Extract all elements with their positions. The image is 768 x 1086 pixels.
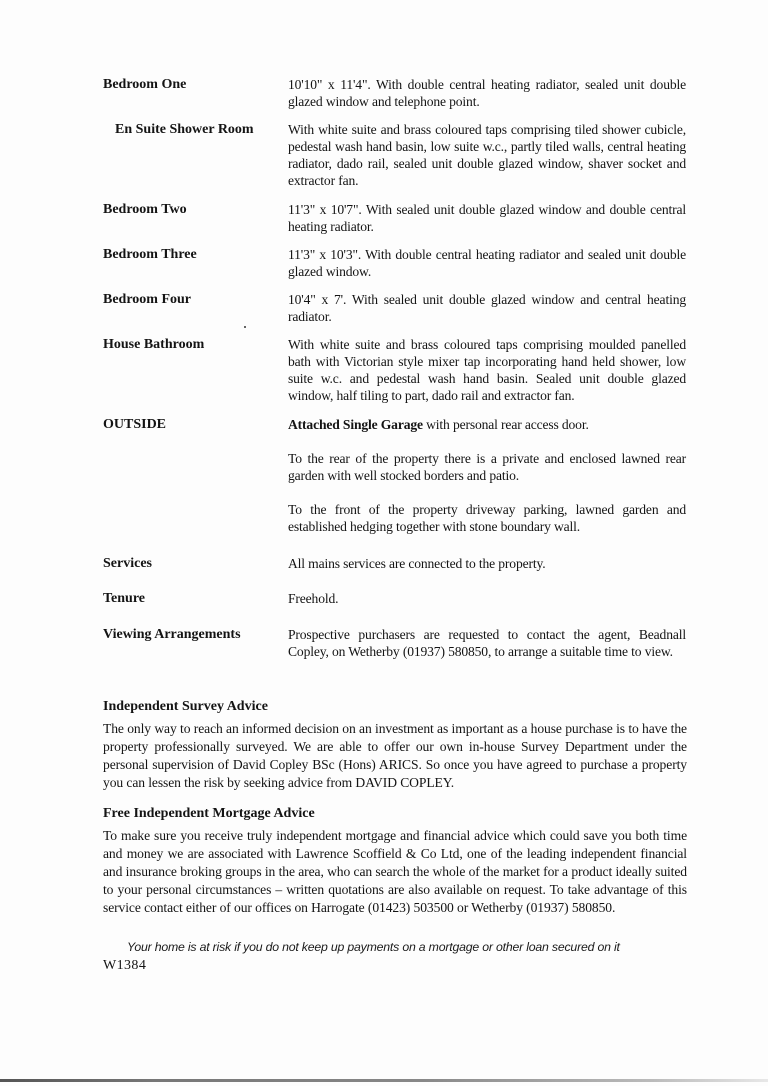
room-description: 11'3" x 10'7". With sealed unit double glazed window and double central heating radiator. (288, 202, 686, 234)
outside-label: OUTSIDE (103, 417, 167, 432)
room-description: 10'4" x 7'. With sealed unit double glazed window and central heating radiator. (288, 292, 686, 324)
room-label: Bedroom One (103, 77, 187, 92)
tenure-description: Freehold. (288, 591, 339, 606)
tenure-label: Tenure (103, 591, 146, 606)
scan-speck (244, 326, 246, 328)
garage-text: with personal rear access door. (422, 417, 589, 432)
survey-advice-section (103, 698, 687, 792)
room-description: 11'3" x 10'3". With double central heating radiator and sealed unit double glazed window. (288, 247, 686, 279)
garage-line (288, 416, 686, 433)
mortgage-risk-warning: Your home is at risk if you do not keep up payments on a mortgage or other loan secured on it (127, 940, 620, 954)
room-label: Bedroom Two (103, 202, 187, 217)
room-label: En Suite Shower Room (115, 122, 254, 137)
front-garden-text: To the front of the property driveway parking, lawned garden and established hedging together with stone boundary wall. (288, 502, 686, 534)
viewing-label: Viewing Arrangements (103, 627, 241, 642)
outside-description (288, 416, 686, 535)
mortgage-advice-section (103, 805, 687, 917)
services-label: Services (103, 556, 152, 571)
room-label: House Bathroom (103, 337, 205, 352)
mortgage-advice-heading: Free Independent Mortgage Advice (103, 806, 315, 821)
survey-advice-body: The only way to reach an informed decision on an investment as important as a house purchase is to have the property professionally surveyed. We are able to offer our own in-house Survey Department under the personal supervision of David Copley BSc (Hons) ARICS. So once you have agreed to purchase a property you can lessen the risk by seeking advice from DAVID COPLEY. (103, 721, 687, 790)
room-description: 10'10" x 11'4". With double central heating radiator, sealed unit double glazed window and telephone point. (288, 77, 686, 109)
room-description: With white suite and brass coloured taps comprising moulded panelled bath with Victorian style mixer tap incorporating hand held shower, low suite w.c. and pedestal wash hand basin. Sealed unit double glazed window, half tiling to part, dado rail and extractor fan. (288, 337, 686, 403)
survey-advice-heading: Independent Survey Advice (103, 699, 268, 714)
room-label: Bedroom Four (103, 292, 192, 307)
scan-edge-line (0, 1079, 768, 1082)
room-label: Bedroom Three (103, 247, 197, 262)
garage-heading: Attached Single Garage (288, 417, 423, 432)
rear-garden-text: To the rear of the property there is a private and enclosed lawned rear garden with well stocked borders and patio. (288, 451, 686, 483)
services-description: All mains services are connected to the property. (288, 556, 546, 571)
room-description: With white suite and brass coloured taps comprising tiled shower cubicle, pedestal wash hand basin, low suite w.c., partly tiled walls, central heating radiator, dado rail, sealed unit double glazed window, shaver socket and extractor fan. (288, 122, 686, 188)
reference-code: W1384 (103, 958, 147, 973)
viewing-description: Prospective purchasers are requested to contact the agent, Beadnall Copley, on Wetherby (01937) 580850, to arrange a suitable time to view. (288, 627, 686, 659)
mortgage-advice-body: To make sure you receive truly independent mortgage and financial advice which could save you both time and money we are associated with Lawrence Scoffield & Co Ltd, one of the leading independent financial and insurance broking groups in the area, who can search the whole of the market for a product ideally suited to your personal circumstances – written quotations are also available on request. To take advantage of this service contact either of our offices on Harrogate (01423) 503500 or Wetherby (01937) 580850. (103, 828, 687, 915)
